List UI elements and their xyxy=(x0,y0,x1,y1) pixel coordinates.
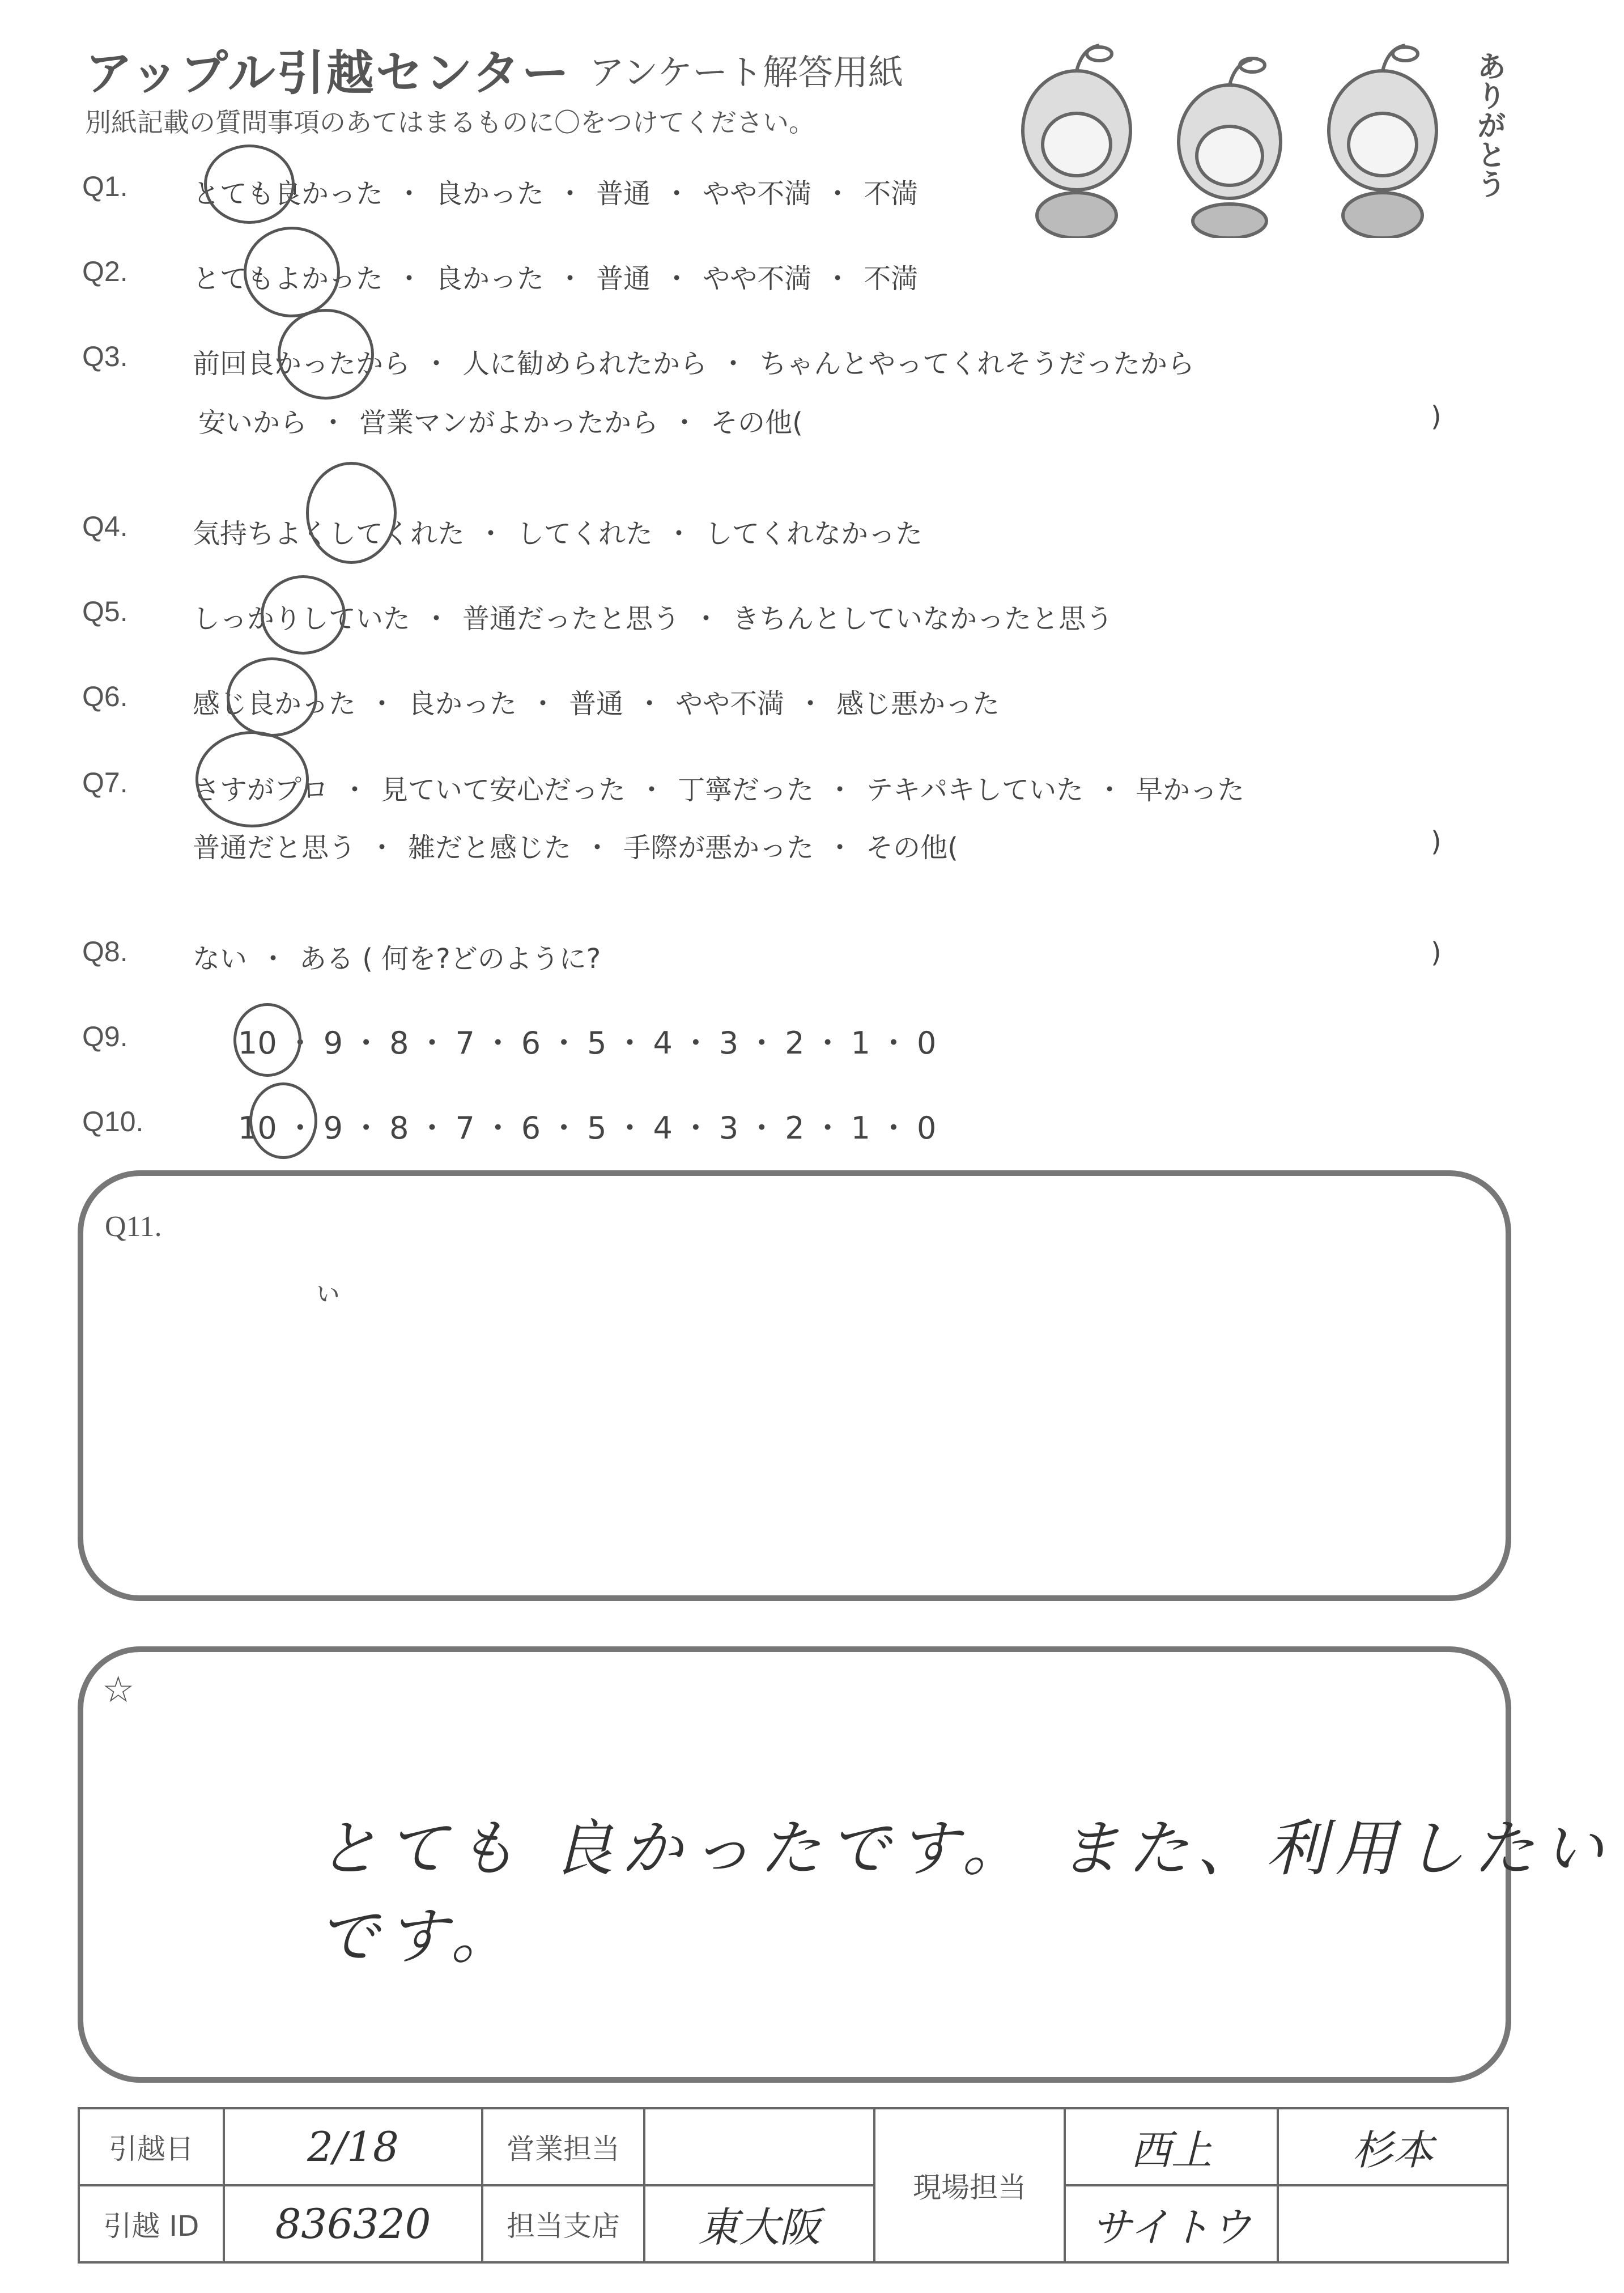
q6-selection-circle xyxy=(227,657,317,737)
q9-score[interactable]: 2 xyxy=(785,1025,805,1061)
q10-score[interactable]: 2 xyxy=(785,1110,805,1146)
q9-score[interactable]: 1 xyxy=(851,1025,870,1061)
q9-score[interactable]: 6 xyxy=(521,1025,541,1061)
q1-option[interactable]: 普通 xyxy=(596,178,651,210)
q10-score[interactable]: 1 xyxy=(851,1110,870,1146)
q5-selection-circle xyxy=(261,575,346,655)
q2-selection-circle xyxy=(244,227,340,317)
q9-score[interactable]: 9 xyxy=(323,1025,343,1061)
mascot-text: ありがとう xyxy=(1472,51,1506,198)
q1-option[interactable]: 不満 xyxy=(864,178,919,210)
q1-option[interactable]: とても良かった xyxy=(193,178,384,210)
q2-option[interactable]: やや不満 xyxy=(703,263,812,295)
sales-label: 営業担当 xyxy=(482,2108,644,2185)
q7-option[interactable]: 見ていて安心だった xyxy=(381,774,626,806)
q5-option[interactable]: きちんとしていなかったと思う xyxy=(732,603,1113,635)
q6-option[interactable]: 感じ悪かった xyxy=(836,688,1000,720)
q6-label: Q6. xyxy=(82,681,128,712)
q6-option[interactable]: 良かった xyxy=(408,688,517,720)
q4-label: Q4. xyxy=(82,511,128,542)
q7-option[interactable]: 雑だと感じた xyxy=(408,832,572,864)
form-subtitle: アンケート解答用紙 xyxy=(589,52,904,93)
q7-options-line1: さすがプロ ・ 見ていて安心だった ・ 丁寧だった ・ テキパキしていた ・ 早かった xyxy=(193,774,1245,806)
site-staff-4[interactable] xyxy=(1278,2185,1508,2262)
q1-option[interactable]: 良かった xyxy=(435,178,545,210)
q10-score[interactable]: 10 xyxy=(238,1110,277,1146)
q9-score[interactable]: 8 xyxy=(389,1025,409,1061)
q10-score[interactable]: 8 xyxy=(389,1110,409,1146)
q9-score[interactable]: 0 xyxy=(916,1025,937,1061)
q7-options-line2: 普通だと思う ・ 雑だと感じた ・ 手際が悪かった ・ その他( xyxy=(193,832,958,864)
q7-option[interactable]: テキパキしていた xyxy=(866,774,1084,806)
q2-label: Q2. xyxy=(82,256,128,287)
form-title: アップル引越センター xyxy=(85,45,571,101)
q4-option[interactable]: してくれた xyxy=(517,518,653,550)
branch-label: 担当支店 xyxy=(482,2185,644,2262)
q10-score[interactable]: 0 xyxy=(916,1110,937,1146)
q9-scale: 10 ・ 9 ・ 8 ・ 7 ・ 6 ・ 5 ・ 4 ・ 3 ・ 2 ・ 1 ・ 0 xyxy=(238,1025,937,1061)
q7-option[interactable]: 丁寧だった xyxy=(678,774,814,806)
q1-label: Q1. xyxy=(82,171,128,202)
q8-option[interactable]: ある ( 何を?どのように? xyxy=(299,943,601,975)
move-date-label: 引越日 xyxy=(79,2108,224,2185)
q3-option[interactable]: 前回良かったから xyxy=(193,348,411,380)
q1-selection-circle xyxy=(204,145,295,224)
q10-scale: 10 ・ 9 ・ 8 ・ 7 ・ 6 ・ 5 ・ 4 ・ 3 ・ 2 ・ 1 ・ 0 xyxy=(238,1110,937,1146)
q7-option[interactable]: さすがプロ xyxy=(193,774,329,806)
handwritten-comment: とても 良かったです。 また、利用したいです。 xyxy=(317,1814,1612,1972)
q11-handwritten-mark: ぃ xyxy=(313,1273,343,1309)
q10-score[interactable]: 3 xyxy=(719,1110,739,1146)
q2-option[interactable]: 不満 xyxy=(864,263,919,295)
sales-value[interactable] xyxy=(644,2108,874,2185)
q8-option[interactable]: ない xyxy=(193,943,248,975)
q7-option[interactable]: その他( xyxy=(866,832,958,864)
q5-option[interactable]: しっかりしていた xyxy=(193,603,411,635)
q3-option[interactable]: 安いから xyxy=(198,407,308,439)
footer-info-table xyxy=(78,2107,1509,2264)
q5-label: Q5. xyxy=(82,596,128,627)
q3-label: Q3. xyxy=(82,341,128,372)
q2-option[interactable]: 普通 xyxy=(596,263,651,295)
q7-close-paren: ) xyxy=(1431,826,1442,857)
q2-option[interactable]: 良かった xyxy=(435,263,545,295)
q7-selection-circle xyxy=(195,731,309,827)
instruction-text: 別紙記載の質問事項のあてはまるものに〇をつけてください。 xyxy=(85,107,815,138)
q9-score[interactable]: 10 xyxy=(238,1025,277,1061)
q3-option[interactable]: 人に勧められたから xyxy=(462,348,708,380)
branch-value[interactable]: 東大阪 xyxy=(644,2185,874,2262)
q11-label: Q11. xyxy=(105,1211,162,1243)
q3-selection-circle xyxy=(278,309,374,400)
q8-label: Q8. xyxy=(82,936,128,967)
move-id-value[interactable]: 836320 xyxy=(224,2185,482,2262)
move-id-label: 引越 ID xyxy=(79,2185,224,2262)
site-staff-1[interactable]: 西上 xyxy=(1065,2108,1278,2185)
q4-option[interactable]: 気持ちよくしてくれた xyxy=(193,518,465,550)
q7-label: Q7. xyxy=(82,767,128,799)
q3-options-line2: 安いから ・ 営業マンがよかったから ・ その他( xyxy=(198,407,803,439)
q5-options: しっかりしていた ・ 普通だったと思う ・ きちんとしていなかったと思う xyxy=(193,603,1113,635)
q3-option[interactable]: 営業マンがよかったから xyxy=(359,407,659,439)
q6-options: 感じ良かった ・ 良かった ・ 普通 ・ やや不満 ・ 感じ悪かった xyxy=(193,688,1000,720)
q6-option[interactable]: 感じ良かった xyxy=(193,688,356,720)
q10-score[interactable]: 4 xyxy=(653,1110,673,1146)
q10-label: Q10. xyxy=(82,1106,144,1137)
q5-option[interactable]: 普通だったと思う xyxy=(462,603,681,635)
mascot-illustration xyxy=(992,34,1502,238)
q9-selection-circle xyxy=(233,1003,301,1077)
q4-option[interactable]: してくれなかった xyxy=(705,518,923,550)
q2-options: とてもよかった ・ 良かった ・ 普通 ・ やや不満 ・ 不満 xyxy=(193,263,919,295)
q11-comment-box[interactable] xyxy=(78,1170,1511,1601)
q9-label: Q9. xyxy=(82,1021,128,1052)
q10-score[interactable]: 6 xyxy=(521,1110,541,1146)
q4-selection-circle xyxy=(306,462,397,564)
q6-option[interactable]: 普通 xyxy=(569,688,624,720)
q6-option[interactable]: やや不満 xyxy=(675,688,785,720)
q1-option[interactable]: やや不満 xyxy=(703,178,812,210)
q7-option[interactable]: 手際が悪かった xyxy=(623,832,814,864)
q10-score[interactable]: 5 xyxy=(587,1110,607,1146)
move-date-value[interactable]: 2/18 xyxy=(224,2108,482,2185)
q8-options: ない ・ ある ( 何を?どのように? xyxy=(193,943,601,975)
q8-close-paren: ) xyxy=(1431,937,1442,969)
q3-option[interactable]: その他( xyxy=(711,407,803,439)
q3-option[interactable]: ちゃんとやってくれそうだったから xyxy=(759,348,1195,380)
q4-options: 気持ちよくしてくれた ・ してくれた ・ してくれなかった xyxy=(193,518,923,550)
q3-options-line1: 前回良かったから ・ 人に勧められたから ・ ちゃんとやってくれそうだったから xyxy=(193,348,1195,380)
q9-score[interactable]: 3 xyxy=(719,1025,739,1061)
site-staff-3[interactable]: サイトウ xyxy=(1065,2185,1278,2262)
q2-option[interactable]: とてもよかった xyxy=(193,263,384,295)
q9-score[interactable]: 5 xyxy=(587,1025,607,1061)
site-staff-2[interactable]: 杉本 xyxy=(1278,2108,1508,2185)
q10-selection-circle xyxy=(249,1082,317,1159)
q10-score[interactable]: 7 xyxy=(455,1110,475,1146)
q1-options: とても良かった ・ 良かった ・ 普通 ・ やや不満 ・ 不満 xyxy=(193,178,919,210)
star-label: ☆ xyxy=(102,1670,135,1710)
q7-option[interactable]: 普通だと思う xyxy=(193,832,356,864)
site-staff-label: 現場担当 xyxy=(874,2108,1065,2262)
q9-score[interactable]: 4 xyxy=(653,1025,673,1061)
q3-close-paren: ) xyxy=(1431,401,1442,432)
q9-score[interactable]: 7 xyxy=(455,1025,475,1061)
q10-score[interactable]: 9 xyxy=(323,1110,343,1146)
q7-option[interactable]: 早かった xyxy=(1136,774,1245,806)
